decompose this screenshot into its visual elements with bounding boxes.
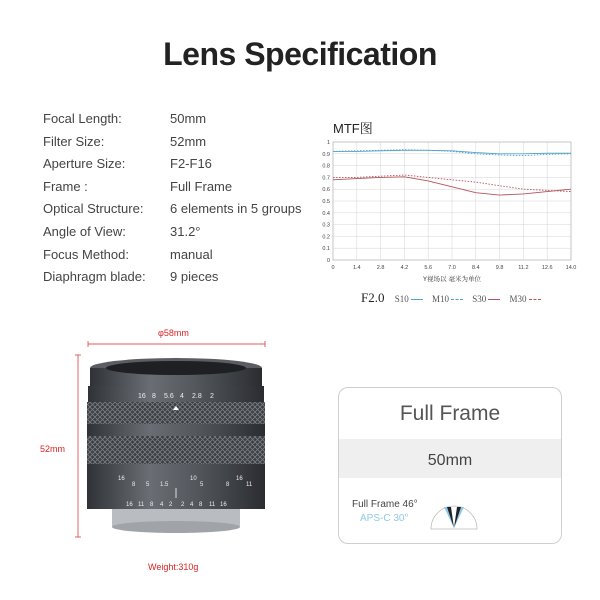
y-tick-label: 0.6 [322,187,330,194]
distance-scale-mark: 4 [190,502,194,508]
dof-scale-mark: 10 [190,476,197,482]
x-tick-label: 9.8 [495,265,504,271]
aperture-scale-mark: 5.6 [164,393,174,400]
lens-diameter-label: φ58mm [158,328,189,338]
x-tick-label: 0 [331,265,335,271]
x-tick-label: 12.6 [541,265,553,271]
aov-apsc-label: APS-C 30° [360,513,409,524]
aperture-scale-mark: 16 [138,393,146,400]
focal-length-label: 50mm [427,452,473,469]
legend-item-s30: S30 [472,294,500,304]
legend-item-m30: M30 [510,294,541,304]
mtf-chart-title: MTF图 [333,121,373,136]
legend-item-s10: S10 [395,294,423,304]
y-tick-label: 0.4 [322,210,330,217]
x-tick-label: 11.2 [518,265,529,271]
aperture-scale-mark: 2 [210,393,214,400]
distance-scale-mark: 8 [150,502,154,508]
lens-drawing [40,322,320,557]
frame-info-card [338,387,562,544]
x-tick-label: 7.0 [448,265,456,271]
distance-scale-mark: 8 [199,502,203,508]
y-tick-label: 0.8 [322,163,330,170]
legend-item-m10: M10 [432,294,463,304]
x-tick-label: 14.0 [565,265,577,271]
x-tick-label: 8.4 [471,265,480,271]
x-tick-label: 1.4 [352,265,361,271]
lens-weight-label: Weight:310g [148,562,199,572]
dof-scale-mark: 11 [246,482,253,488]
y-tick-label: 0.2 [322,234,330,241]
mtf-chart [318,136,588,286]
dof-scale-mark: 16 [236,476,243,482]
spec-label: Filter Size: [43,133,105,149]
distance-scale-mark: 11 [138,502,145,508]
spec-label: Diaphragm blade: [43,269,146,285]
aov-full-frame-label: Full Frame 46° [352,499,418,510]
aperture-scale-mark: 8 [152,393,156,400]
dof-scale-mark: 8 [226,482,230,488]
spec-value: 52mm [170,133,207,149]
spec-value: 50mm [170,111,207,126]
dof-scale-mark: 1.5 [160,482,169,488]
lens-illustration [40,322,320,582]
distance-scale-mark: 2 [169,502,173,508]
dof-scale-mark: 16 [118,476,125,482]
distance-scale-mark: 16 [220,502,227,508]
spec-label: Optical Structure: [43,201,144,217]
spec-label: Angle of View: [43,223,126,239]
frame-title: Full Frame [399,402,501,425]
y-tick-label: 0 [326,258,330,264]
spec-value: 9 pieces [170,269,219,285]
spec-value: Full Frame [170,178,233,194]
spec-label: Focus Method: [43,246,129,262]
dof-scale-mark: 5 [146,482,150,488]
spec-label: Focal Length: [43,111,122,126]
mtf-aperture-label: F2.0 [361,290,385,305]
spec-label: Frame : [43,178,88,194]
x-tick-label: 2.8 [376,265,385,271]
x-tick-label: 5.6 [424,265,433,271]
spec-value: manual [170,246,213,262]
x-axis-label: Y视场以 毫米为单位 [422,275,482,283]
y-tick-label: 0.7 [322,175,330,182]
lens-height-label: 52mm [40,444,66,454]
y-tick-label: 0.3 [322,222,330,229]
aperture-scale-mark: 4 [180,393,184,400]
spec-label: Aperture Size: [43,156,126,172]
spec-value: F2-F16 [170,156,212,172]
spec-value: 31.2° [170,223,201,239]
page-title: Lens Specification [163,36,437,72]
dof-scale-mark: 5 [200,482,204,488]
mtf-legend [361,290,548,306]
focal-band [339,439,561,478]
aperture-scale-mark: 2.8 [192,393,202,400]
x-tick-label: 4.2 [400,265,409,271]
distance-scale-mark: 2 [181,502,185,508]
y-tick-label: 0.1 [322,246,330,253]
spec-value: 6 elements in 5 groups [170,201,302,217]
distance-scale-mark: 4 [160,502,164,508]
distance-scale-mark: 11 [209,502,216,508]
field-of-view-icon [427,501,481,531]
distance-scale-mark: 16 [126,502,133,508]
y-tick-label: 1 [326,140,330,146]
y-tick-label: 0.9 [322,151,330,158]
dof-scale-mark: 8 [132,482,136,488]
y-tick-label: 0.5 [322,199,330,205]
